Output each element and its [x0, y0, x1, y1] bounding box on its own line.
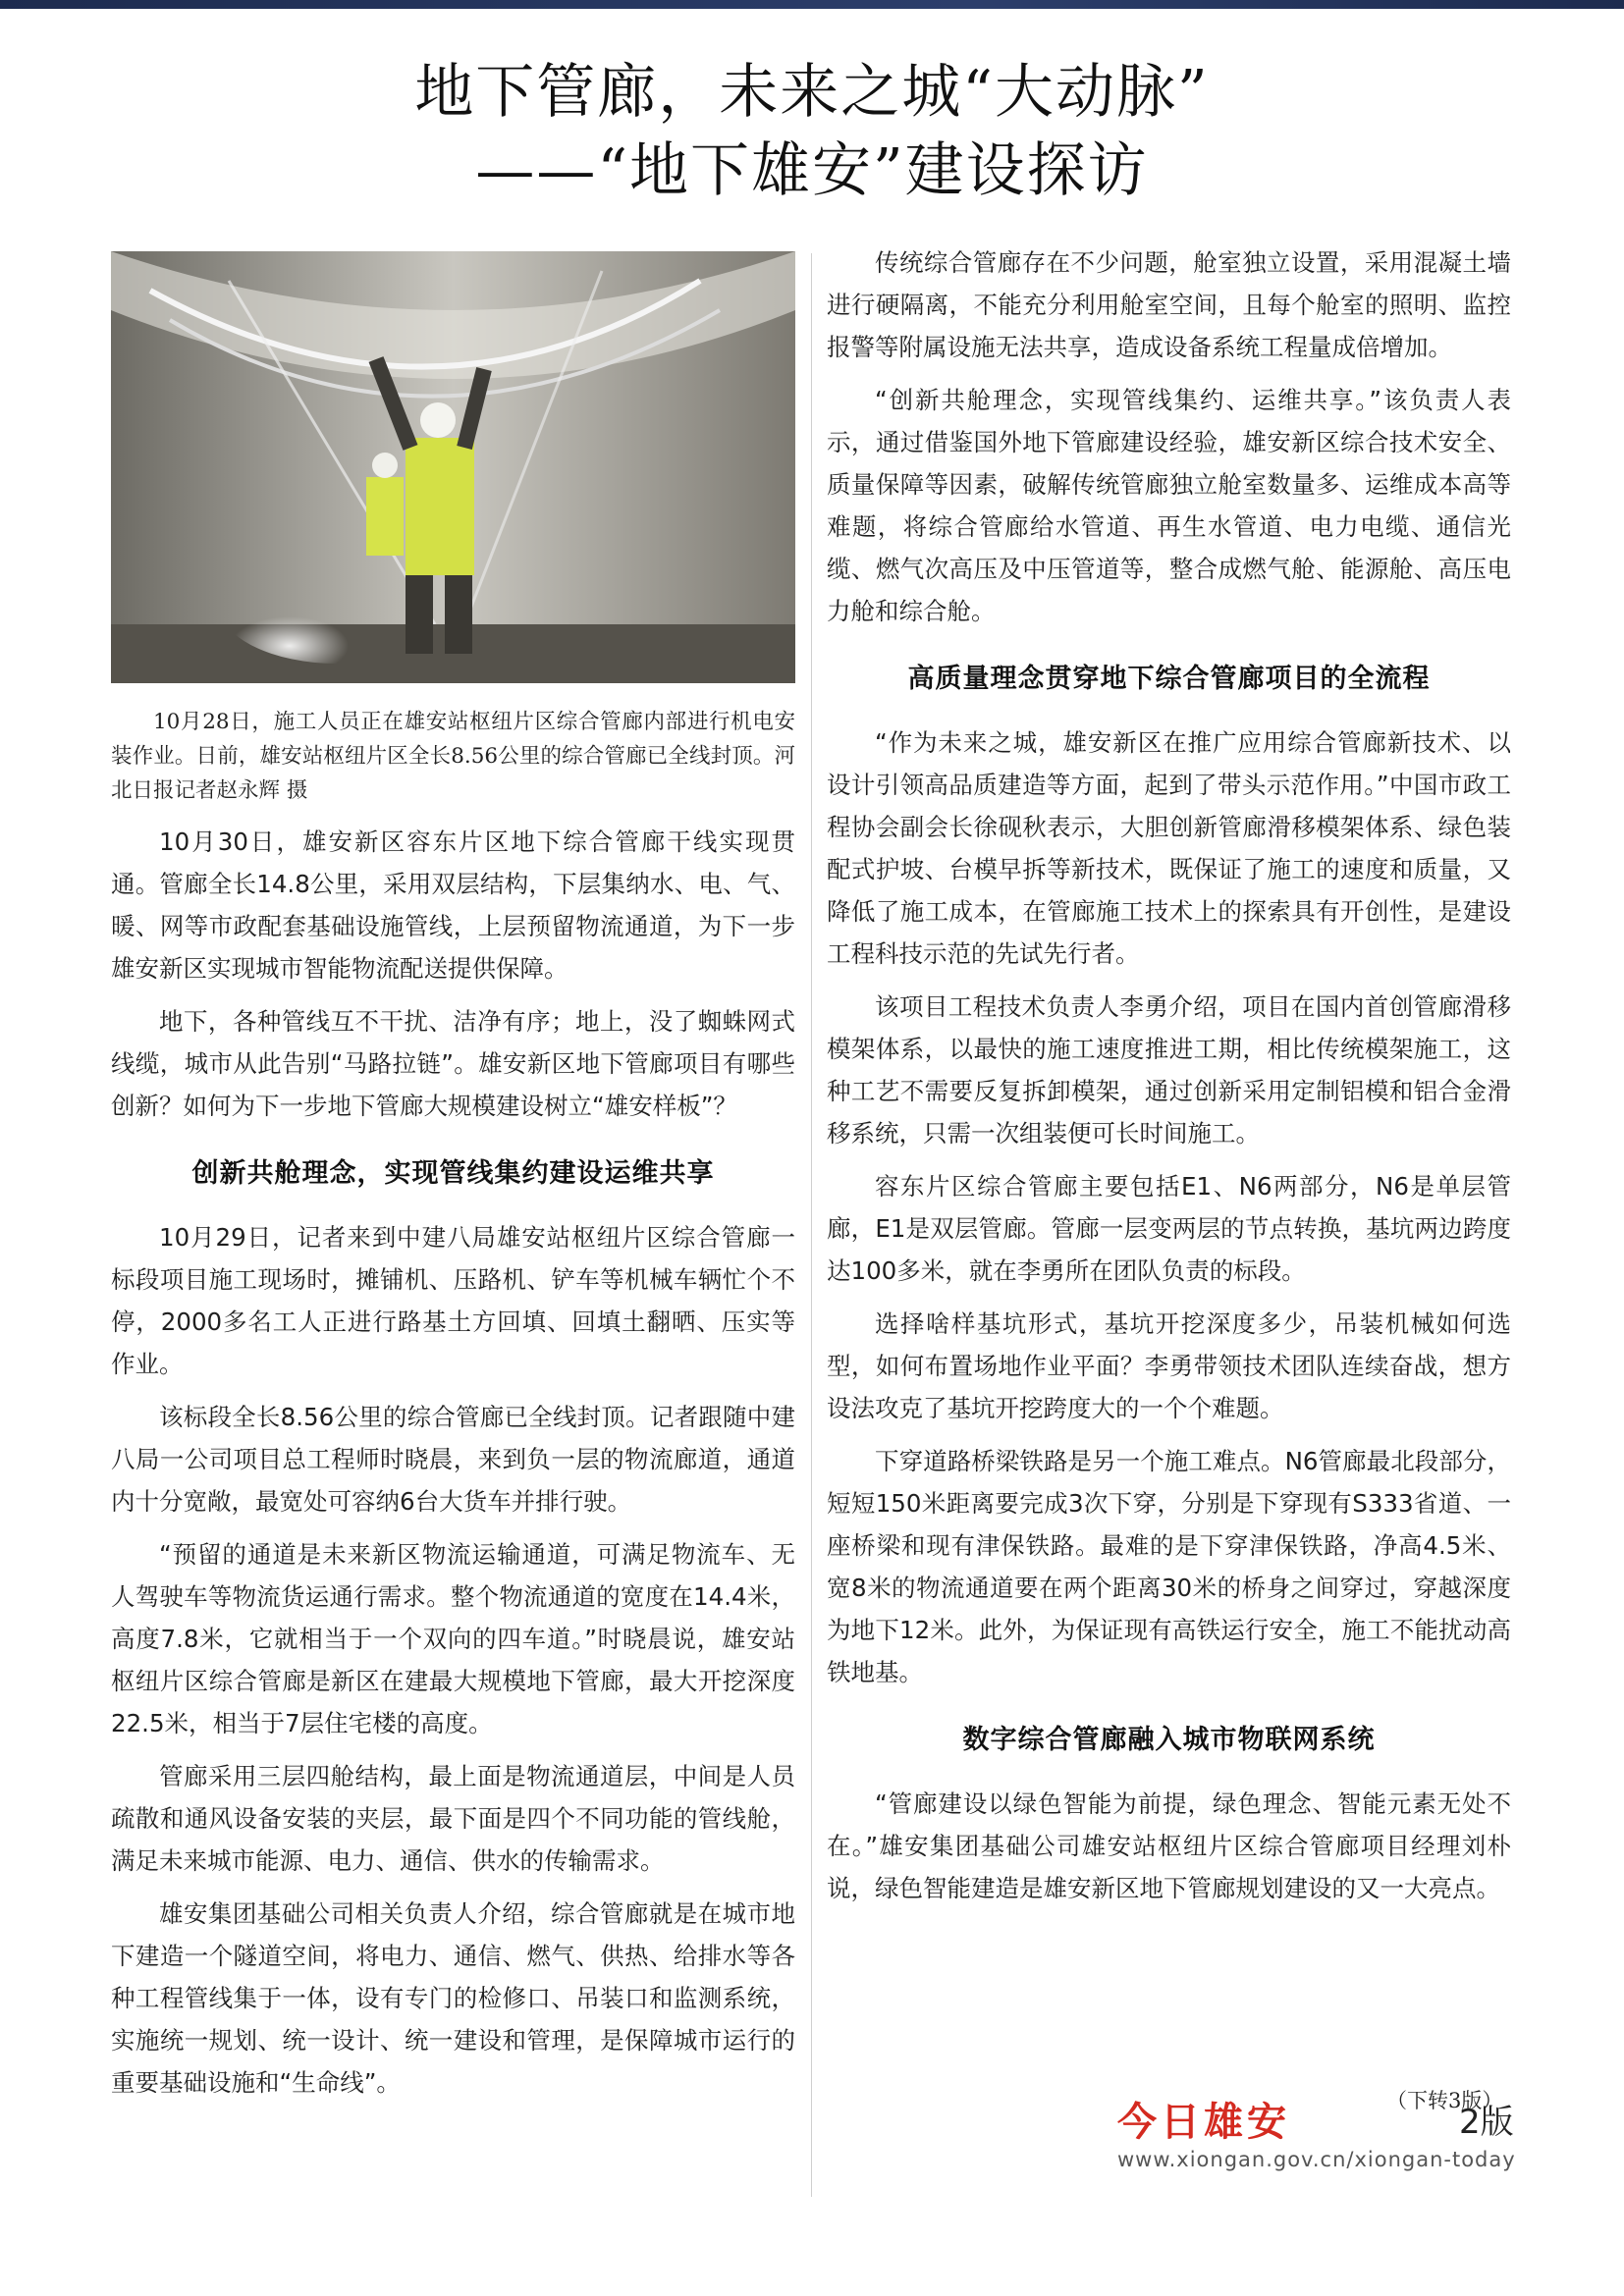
top-color-bar	[0, 0, 1624, 9]
body-paragraph: “管廊建设以绿色智能为前提，绿色理念、智能元素无处不在。”雄安集团基础公司雄安站枢纽片区综合管廊项目经理刘朴说，绿色智能建造是雄安新区地下管廊规划建设的又一大亮点。	[827, 1789, 1511, 1902]
column-divider	[811, 253, 812, 2197]
continued-note: （下转3版）	[1386, 2089, 1503, 2112]
body-paragraph: “创新共舱理念，实现管线集约、运维共享。”该负责人表示，通过借鉴国外地下管廊建设经验，雄安新区综合技术安全、质量保障等因素，破解传统管廊独立舱室数量多、运维成本高等难题，将综合管廊给水管道、再生水管道、电力电缆、通信光缆、燃气次高压及中压管道等，整合成燃气舱、能源舱、高压电力舱和综合舱。	[827, 386, 1511, 625]
body-paragraph: 10月30日，雄安新区容东片区地下综合管廊干线实现贯通。管廊全长14.8公里，采用双层结构，下层集纳水、电、气、暖、网等市政配套基础设施管线，上层预留物流通道，为下一步雄安新区实现城市智能物流配送提供保障。	[111, 828, 795, 983]
section-title: 高质量理念贯穿地下综合管廊项目的全流程	[907, 664, 1431, 694]
section-title: 创新共舱理念，实现管线集约建设运维共享	[191, 1158, 715, 1189]
body-paragraph: 下穿道路桥梁铁路是另一个施工难点。N6管廊最北段部分，短短150米距离要完成3次下穿，分别是下穿现有S333省道、一座桥梁和现有津保铁路。最难的是下穿津保铁路，净高4.5米、宽8米的物流通道要在两个距离30米的桥身之间穿过，穿越深度为地下12米。此外，为保证现有高铁运行安全，施工不能扰动高铁地基。	[827, 1447, 1511, 1686]
body-paragraph: 选择啥样基坑形式，基坑开挖深度多少，吊装机械如何选型，如何布置场地作业平面？李勇带领技术团队连续奋战，想方设法攻克了基坑开挖跨度大的一个个难题。	[827, 1309, 1511, 1422]
tunnel-photo	[111, 251, 795, 683]
left-column	[111, 821, 795, 2114]
body-paragraph: 该项目工程技术负责人李勇介绍，项目在国内首创管廊滑移模架体系，以最快的施工速度推进工期，相比传统模架施工，这种工艺不需要反复拆卸模架，通过创新采用定制铝模和铝合金滑移系统，只需一次组装便可长时间施工。	[827, 992, 1511, 1148]
page-number: 2版	[1459, 2103, 1514, 2142]
body-paragraph: 该标段全长8.56公里的综合管廊已全线封顶。记者跟随中建八局一公司项目总工程师时晓晨，来到负一层的物流廊道，通道内十分宽敞，最宽处可容纳6台大货车并排行驶。	[111, 1403, 795, 1516]
right-column	[827, 241, 1511, 1920]
body-paragraph: 地下，各种管线互不干扰、洁净有序；地上，没了蜘蛛网式线缆，城市从此告别“马路拉链”。雄安新区地下管廊项目有哪些创新？如何为下一步地下管廊大规模建设树立“雄安样板”？	[111, 1007, 795, 1120]
headline-main: 地下管廊，未来之城“大动脉”	[414, 58, 1210, 127]
headline-sub: ——“地下雄安”建设探访	[475, 136, 1149, 205]
body-paragraph: 管廊采用三层四舱结构，最上面是物流通道层，中间是人员疏散和通风设备安装的夹层，最下面是四个不同功能的管线舱，满足未来城市能源、电力、通信、供水的传输需求。	[111, 1762, 795, 1875]
body-paragraph: “预留的通道是未来新区物流运输通道，可满足物流车、无人驾驶车等物流货运通行需求。整个物流通道的宽度在14.4米，高度7.8米，它就相当于一个双向的四车道。”时晓晨说，雄安站枢纽片区综合管廊是新区在建最大规模地下管廊，最大开挖深度22.5米，相当于7层住宅楼的高度。	[111, 1540, 795, 1737]
body-paragraph: 雄安集团基础公司相关负责人介绍，综合管廊就是在城市地下建造一个隧道空间，将电力、通信、燃气、供热、给排水等各种工程管线集于一体，设有专门的检修口、吊装口和监测系统，实施统一规划、统一设计、统一建设和管理，是保障城市运行的重要基础设施和“生命线”。	[111, 1899, 795, 2097]
body-paragraph: “作为未来之城，雄安新区在推广应用综合管廊新技术、以设计引领高品质建造等方面，起到了带头示范作用。”中国市政工程协会副会长徐砚秋表示，大胆创新管廊滑移模架体系、绿色装配式护坡、台模早拆等新技术，既保证了施工的速度和质量，又降低了施工成本，在管廊施工技术上的探索具有开创性，是建设工程科技示范的先试先行者。	[827, 728, 1511, 968]
body-paragraph: 容东片区综合管廊主要包括E1、N6两部分，N6是单层管廊，E1是双层管廊。管廊一层变两层的节点转换，基坑两边跨度达100多米，就在李勇所在团队负责的标段。	[827, 1172, 1511, 1285]
footer-url[interactable]: www.xiongan.gov.cn/xiongan-today	[1117, 2148, 1516, 2171]
body-paragraph: 传统综合管廊存在不少问题，舱室独立设置，采用混凝土墙进行硬隔离，不能充分利用舱室空间，且每个舱室的照明、监控报警等附属设施无法共享，造成设备系统工程量成倍增加。	[827, 248, 1511, 361]
body-paragraph: 10月29日，记者来到中建八局雄安站枢纽片区综合管廊一标段项目施工现场时，摊铺机、压路机、铲车等机械车辆忙个不停，2000多名工人正进行路基土方回填、回填土翻晒、压实等作业。	[111, 1223, 795, 1378]
brand-logo: 今日雄安	[1117, 2099, 1290, 2145]
photo-caption: 10月28日，施工人员正在雄安站枢纽片区综合管廊内部进行机电安装作业。日前，雄安站枢纽片区全长8.56公里的综合管廊已全线封顶。河北日报记者赵永辉 摄	[111, 710, 795, 803]
section-title: 数字综合管廊融入城市物联网系统	[962, 1725, 1376, 1755]
